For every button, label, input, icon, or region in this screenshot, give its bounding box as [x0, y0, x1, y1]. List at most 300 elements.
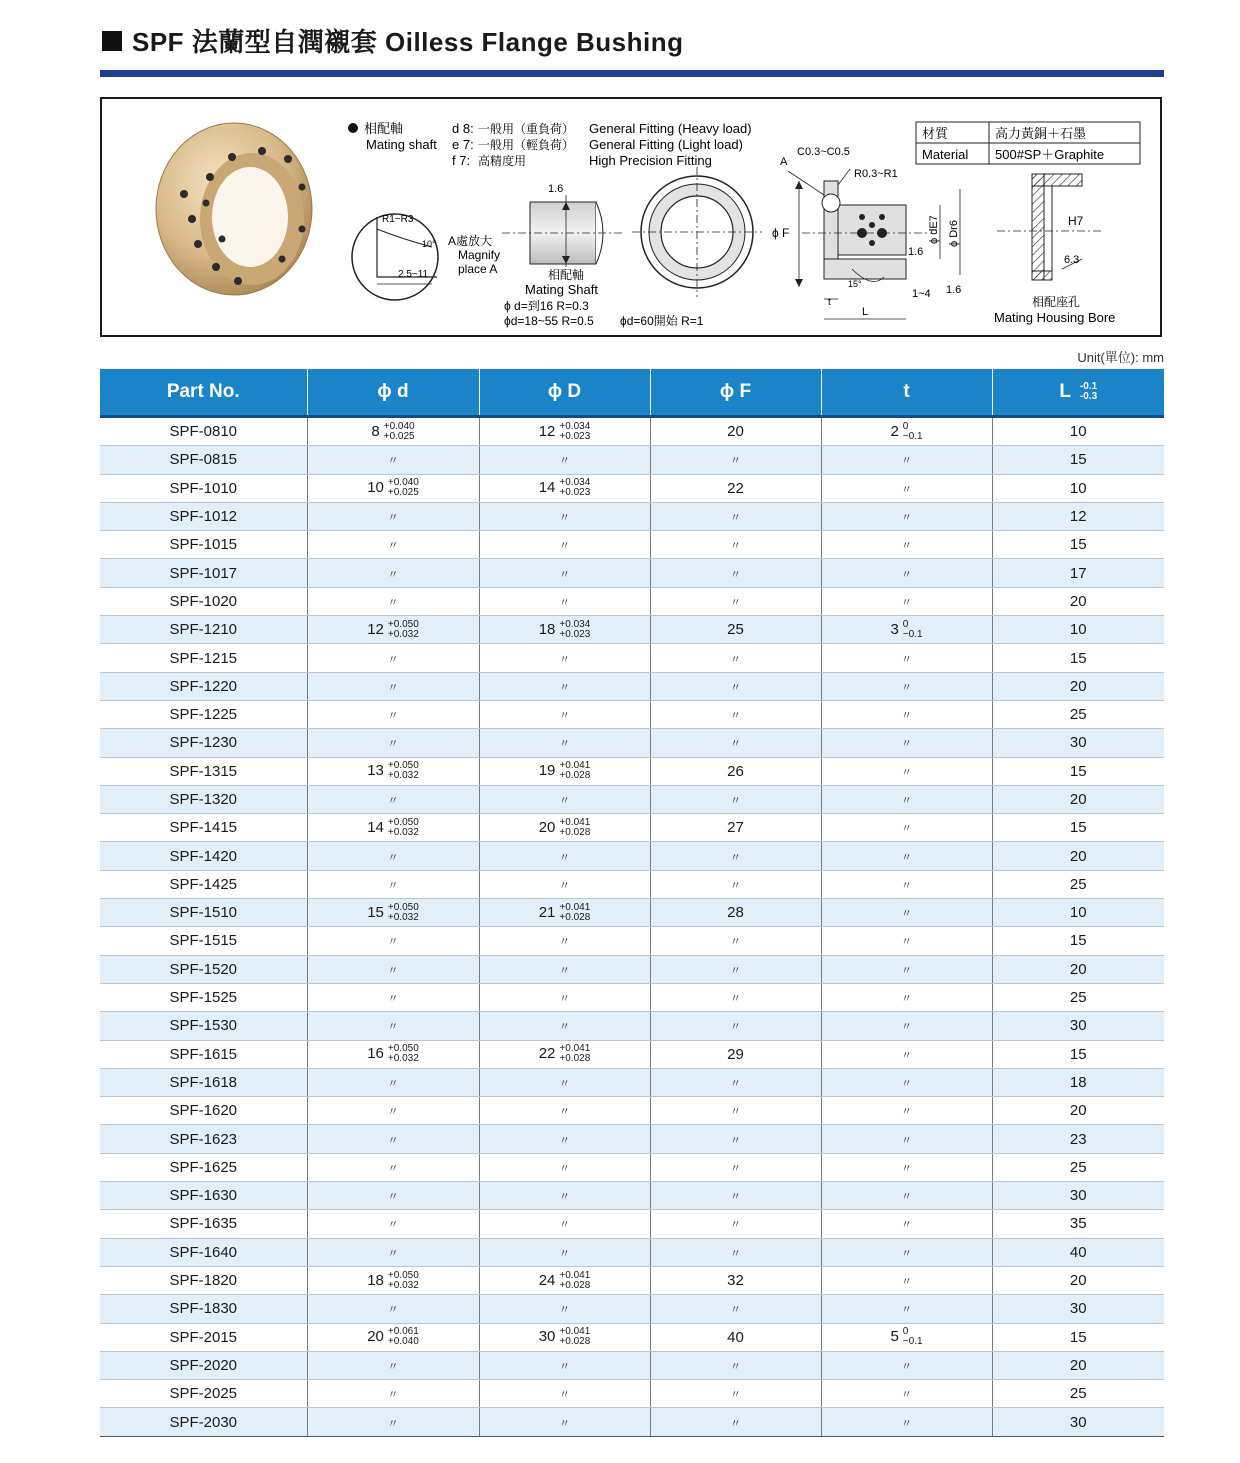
- ditto-mark: 〃: [387, 1417, 399, 1430]
- part-no-cell: SPF-1525: [100, 983, 307, 1011]
- ditto-mark: 〃: [559, 1219, 570, 1232]
- magnify-label-zh: A處放大: [448, 234, 493, 248]
- table-row: [100, 531, 1164, 559]
- ditto-mark: 〃: [730, 1219, 741, 1232]
- ditto-mark: 〃: [559, 653, 570, 666]
- fit-code-1: d 8:: [452, 121, 474, 136]
- ditto-mark: 〃: [901, 483, 912, 496]
- ditto-mark: 〃: [730, 1360, 741, 1373]
- t-cell: [821, 1323, 992, 1351]
- big-d-cell-tol-upper: +0.041: [559, 1269, 591, 1281]
- page-title: [102, 22, 684, 59]
- f-cell: [650, 757, 821, 785]
- d-cell: [307, 587, 479, 615]
- ditto-mark: 〃: [387, 1219, 399, 1232]
- d-cell-tol-lower: +0.032: [387, 770, 419, 782]
- fit-code-2: e 7:: [452, 137, 474, 152]
- big-d-cell: [479, 1153, 650, 1181]
- ditto-mark: 〃: [901, 512, 912, 525]
- header-d: ϕ d: [307, 369, 479, 417]
- t-cell: [821, 417, 992, 446]
- f-cell: [650, 1266, 821, 1294]
- big-d-cell: [479, 1040, 650, 1068]
- dim-angle: 15°: [848, 279, 862, 289]
- ditto-mark: 〃: [559, 1134, 570, 1147]
- d-cell-tolerance: [388, 478, 419, 498]
- t-cell: [821, 1295, 992, 1323]
- d-cell: [307, 729, 479, 757]
- t-cell: [821, 559, 992, 587]
- ditto-mark: 〃: [387, 964, 399, 977]
- big-d-cell-tolerance: [559, 1327, 590, 1347]
- d-cell-value: 14: [367, 818, 384, 836]
- l-cell: 20: [992, 587, 1164, 615]
- ditto-mark: 〃: [901, 1162, 912, 1175]
- d-cell-tol-lower: +0.032: [387, 826, 419, 838]
- table-row: [100, 1323, 1164, 1351]
- big-d-cell: [479, 1182, 650, 1210]
- big-d-cell-tol-upper: +0.041: [559, 1326, 591, 1338]
- shaft-roughness-label: 1.6: [548, 183, 564, 195]
- t-cell-tol-lower: −0.1: [902, 1336, 923, 1348]
- d-cell: [307, 531, 479, 559]
- f-cell: [650, 899, 821, 927]
- part-no-cell: SPF-1820: [100, 1266, 307, 1294]
- d-cell-tol-upper: +0.050: [387, 760, 419, 772]
- f-cell: [650, 927, 821, 955]
- l-cell: 25: [992, 1153, 1164, 1181]
- shaft-note-2: ϕd=18~55 R=0.5: [504, 314, 594, 328]
- big-d-cell-value: 21: [538, 903, 556, 921]
- big-d-cell: [479, 531, 650, 559]
- big-d-cell-tol-upper: +0.034: [559, 420, 591, 432]
- mating-shaft-en: Mating shaft: [366, 137, 437, 152]
- big-d-cell: [479, 814, 650, 842]
- big-d-cell: [479, 1351, 650, 1379]
- header-l-tol-lower: -0.3: [1079, 390, 1098, 402]
- diagram-panel: [100, 97, 1162, 337]
- material-value-zh: 高力黃銅＋石墨: [995, 126, 1087, 141]
- t-cell: [821, 927, 992, 955]
- magnify-detail: [352, 214, 438, 300]
- t-cell: [821, 1210, 992, 1238]
- t-cell-tolerance: [903, 1327, 923, 1347]
- d-cell: [307, 1238, 479, 1266]
- t-cell-value: 2: [890, 422, 899, 440]
- l-cell: 23: [992, 1125, 1164, 1153]
- magnify-angle-label: 10°: [422, 239, 436, 249]
- dim-roughness-b: 1.6: [946, 284, 962, 296]
- d-cell: [307, 1266, 479, 1294]
- big-d-cell: [479, 785, 650, 813]
- dim-1-4: 1~4: [912, 288, 931, 300]
- big-d-cell-value: 19: [538, 762, 556, 780]
- t-cell-value: 3: [890, 620, 899, 638]
- big-d-cell: [479, 1238, 650, 1266]
- table-row: [100, 672, 1164, 700]
- ditto-mark: 〃: [559, 738, 570, 751]
- d-cell-tol-upper: +0.050: [387, 1043, 419, 1055]
- big-d-cell-tolerance: [559, 1271, 590, 1291]
- t-cell-tol-upper: 0: [902, 420, 909, 432]
- ditto-mark: 〃: [901, 936, 912, 949]
- ditto-mark: 〃: [559, 681, 570, 694]
- housing-h7: H7: [1068, 214, 1084, 228]
- dim-f: ϕ F: [772, 226, 790, 240]
- ditto-mark: 〃: [387, 1360, 399, 1373]
- fit-en-3: High Precision Fitting: [589, 153, 712, 168]
- ditto-mark: 〃: [559, 1247, 570, 1260]
- t-cell: [821, 1097, 992, 1125]
- ditto-mark: 〃: [730, 681, 741, 694]
- ditto-mark: 〃: [730, 653, 741, 666]
- dim-roughness-a: 1.6: [908, 246, 924, 258]
- big-d-cell-value: 30: [538, 1328, 556, 1346]
- ditto-mark: 〃: [901, 596, 912, 609]
- ditto-mark: 〃: [387, 710, 399, 723]
- big-d-cell: [479, 616, 650, 644]
- d-cell: [307, 1097, 479, 1125]
- f-cell: [650, 1323, 821, 1351]
- l-cell: 15: [992, 927, 1164, 955]
- ditto-mark: 〃: [901, 681, 912, 694]
- f-cell: [650, 502, 821, 530]
- housing-label-en: Mating Housing Bore: [994, 310, 1116, 325]
- f-cell: [650, 700, 821, 728]
- f-cell: [650, 616, 821, 644]
- ditto-mark: 〃: [730, 738, 741, 751]
- f-cell: [650, 672, 821, 700]
- big-d-cell: [479, 899, 650, 927]
- ditto-mark: 〃: [901, 908, 912, 921]
- table-row: [100, 1380, 1164, 1408]
- f-cell-value: 32: [727, 1272, 744, 1290]
- l-cell: 15: [992, 531, 1164, 559]
- big-d-cell: [479, 955, 650, 983]
- f-cell: [650, 1210, 821, 1238]
- big-d-cell: [479, 417, 650, 446]
- ditto-mark: 〃: [730, 540, 741, 553]
- bushing-photo: [156, 123, 312, 295]
- f-cell: [650, 955, 821, 983]
- table-row: [100, 927, 1164, 955]
- d-cell: [307, 1408, 479, 1436]
- ditto-mark: 〃: [559, 964, 570, 977]
- shaft-label-zh: 相配軸: [548, 268, 585, 282]
- d-cell-tol-lower: +0.032: [387, 1053, 419, 1065]
- big-d-cell: [479, 587, 650, 615]
- d-cell: [307, 559, 479, 587]
- f-cell: [650, 842, 821, 870]
- table-row: [100, 1238, 1164, 1266]
- big-d-cell: [479, 446, 650, 474]
- t-cell: [821, 870, 992, 898]
- t-cell: [821, 955, 992, 983]
- fit-zh-1: 一般用（重負荷）: [478, 122, 575, 136]
- ditto-mark: 〃: [559, 512, 570, 525]
- spec-table: [100, 369, 1164, 1437]
- ditto-mark: 〃: [387, 653, 399, 666]
- t-cell-tol-lower: −0.1: [902, 430, 923, 442]
- ditto-mark: 〃: [901, 879, 912, 892]
- ditto-mark: 〃: [387, 540, 399, 553]
- big-d-cell: [479, 559, 650, 587]
- dim-a: A: [780, 156, 788, 168]
- l-cell: 40: [992, 1238, 1164, 1266]
- l-cell: 25: [992, 870, 1164, 898]
- big-d-cell-value: 22: [538, 1045, 556, 1063]
- ditto-mark: 〃: [559, 1417, 570, 1430]
- table-row: [100, 1351, 1164, 1379]
- big-d-cell: [479, 1125, 650, 1153]
- t-cell: [821, 502, 992, 530]
- table-row: [100, 785, 1164, 813]
- d-cell-value: 10: [367, 479, 384, 497]
- d-cell: [307, 1068, 479, 1096]
- table-row: [100, 474, 1164, 502]
- l-cell: 20: [992, 1097, 1164, 1125]
- d-cell-tol-upper: +0.040: [383, 420, 415, 432]
- magnify-radius-label: R1~R3: [382, 214, 414, 225]
- t-cell-tolerance: [903, 620, 923, 640]
- t-cell: [821, 814, 992, 842]
- t-cell: [821, 1125, 992, 1153]
- f-cell: [650, 785, 821, 813]
- housing-label-zh: 相配座孔: [1032, 295, 1081, 309]
- ditto-mark: 〃: [387, 1191, 399, 1204]
- l-cell: 15: [992, 757, 1164, 785]
- f-cell: [650, 1182, 821, 1210]
- d-cell: [307, 502, 479, 530]
- f-cell-value: 27: [727, 819, 744, 837]
- ditto-mark: 〃: [387, 1077, 399, 1090]
- t-cell: [821, 1351, 992, 1379]
- ditto-mark: 〃: [730, 1162, 741, 1175]
- d-cell-tolerance: [388, 1044, 419, 1064]
- ditto-mark: 〃: [901, 455, 912, 468]
- big-d-cell-tolerance: [559, 422, 590, 442]
- dim-chamfer: C0.3~C0.5: [797, 146, 850, 158]
- l-cell: 20: [992, 1266, 1164, 1294]
- t-cell: [821, 842, 992, 870]
- table-row: [100, 644, 1164, 672]
- ditto-mark: 〃: [559, 936, 570, 949]
- f-cell: [650, 1040, 821, 1068]
- t-cell: [821, 531, 992, 559]
- header-l-tol-upper: -0.1: [1079, 380, 1098, 392]
- d-cell: [307, 955, 479, 983]
- d-cell-tolerance: [388, 903, 419, 923]
- d-cell-value: 20: [367, 1328, 384, 1346]
- f-cell: [650, 1068, 821, 1096]
- part-no-cell: SPF-1515: [100, 927, 307, 955]
- unit-label: Unit(單位): mm: [1077, 350, 1164, 365]
- ditto-mark: 〃: [559, 455, 570, 468]
- part-no-cell: SPF-1415: [100, 814, 307, 842]
- f-cell-value: 22: [727, 479, 744, 497]
- l-cell: 25: [992, 700, 1164, 728]
- part-no-cell: SPF-1315: [100, 757, 307, 785]
- part-no-cell: SPF-1830: [100, 1295, 307, 1323]
- ditto-mark: 〃: [901, 1360, 912, 1373]
- big-d-cell-tolerance: [559, 761, 590, 781]
- table-row: [100, 446, 1164, 474]
- ditto-mark: 〃: [901, 653, 912, 666]
- t-cell: [821, 1068, 992, 1096]
- header-l-text: L: [1059, 381, 1071, 402]
- part-no-cell: SPF-1215: [100, 644, 307, 672]
- d-cell: [307, 1323, 479, 1351]
- ditto-mark: 〃: [387, 1389, 399, 1402]
- f-cell: [650, 587, 821, 615]
- ditto-mark: 〃: [559, 1304, 570, 1317]
- big-d-cell: [479, 842, 650, 870]
- ditto-mark: 〃: [901, 1191, 912, 1204]
- f-cell: [650, 1295, 821, 1323]
- l-cell: 25: [992, 1380, 1164, 1408]
- big-d-cell-tol-lower: +0.028: [559, 826, 591, 838]
- l-cell: 30: [992, 729, 1164, 757]
- l-cell: 10: [992, 417, 1164, 446]
- ditto-mark: 〃: [387, 993, 399, 1006]
- f-cell: [650, 1097, 821, 1125]
- d-cell: [307, 870, 479, 898]
- part-no-cell: SPF-1010: [100, 474, 307, 502]
- part-no-cell: SPF-1225: [100, 700, 307, 728]
- d-cell-tol-upper: +0.061: [387, 1326, 419, 1338]
- d-cell: [307, 814, 479, 842]
- ditto-mark: 〃: [901, 1077, 912, 1090]
- ditto-mark: 〃: [730, 512, 741, 525]
- ditto-mark: 〃: [730, 568, 741, 581]
- table-row: [100, 587, 1164, 615]
- header-f: ϕ F: [650, 369, 821, 417]
- big-d-cell: [479, 1012, 650, 1040]
- part-no-cell: SPF-1640: [100, 1238, 307, 1266]
- f-cell: [650, 1238, 821, 1266]
- big-d-cell-tol-lower: +0.028: [559, 770, 591, 782]
- header-l-tolerance: [1080, 382, 1097, 402]
- table-row: [100, 1266, 1164, 1294]
- big-d-cell-tol-lower: +0.023: [559, 430, 591, 442]
- fit-zh-2: 一般用（輕負荷）: [478, 138, 575, 152]
- l-cell: 17: [992, 559, 1164, 587]
- d-cell: [307, 1040, 479, 1068]
- big-d-cell-tol-upper: +0.034: [559, 477, 591, 489]
- ditto-mark: 〃: [387, 851, 399, 864]
- t-cell: [821, 729, 992, 757]
- f-cell: [650, 446, 821, 474]
- t-cell: [821, 757, 992, 785]
- ditto-mark: 〃: [730, 1191, 741, 1204]
- f-cell: [650, 814, 821, 842]
- ditto-mark: 〃: [901, 1021, 912, 1034]
- big-d-cell-tol-lower: +0.023: [559, 628, 591, 640]
- d-cell: [307, 785, 479, 813]
- table-row: [100, 1295, 1164, 1323]
- d-cell: [307, 983, 479, 1011]
- ditto-mark: 〃: [901, 823, 912, 836]
- f-cell-value: 26: [727, 762, 744, 780]
- big-d-cell-value: 18: [538, 620, 556, 638]
- table-row: [100, 1125, 1164, 1153]
- part-no-cell: SPF-2015: [100, 1323, 307, 1351]
- table-row: [100, 899, 1164, 927]
- magnify-label-en2: place A: [458, 262, 498, 276]
- ditto-mark: 〃: [730, 1106, 741, 1119]
- big-d-cell: [479, 1408, 650, 1436]
- ditto-mark: 〃: [730, 1389, 741, 1402]
- d-cell: [307, 899, 479, 927]
- big-d-cell: [479, 927, 650, 955]
- f-cell: [650, 559, 821, 587]
- d-cell-tol-lower: +0.032: [387, 628, 419, 640]
- ditto-mark: 〃: [387, 1106, 399, 1119]
- part-no-cell: SPF-1635: [100, 1210, 307, 1238]
- ditto-mark: 〃: [559, 1360, 570, 1373]
- ditto-mark: 〃: [559, 540, 570, 553]
- mating-shaft-drawing: [502, 195, 622, 267]
- bullet-icon: [348, 123, 358, 133]
- header-l: [992, 369, 1164, 417]
- d-cell: [307, 417, 479, 446]
- dim-l: L: [862, 306, 869, 318]
- title-rule: [100, 70, 1164, 77]
- part-no-cell: SPF-1320: [100, 785, 307, 813]
- l-cell: 35: [992, 1210, 1164, 1238]
- part-no-cell: SPF-1625: [100, 1153, 307, 1181]
- d-cell: [307, 1380, 479, 1408]
- big-d-cell-tol-lower: +0.028: [559, 1279, 591, 1291]
- ditto-mark: 〃: [559, 1191, 570, 1204]
- mating-shaft-zh: 相配軸: [364, 121, 404, 136]
- t-cell: [821, 1238, 992, 1266]
- ditto-mark: 〃: [559, 568, 570, 581]
- d-cell-tolerance: [388, 761, 419, 781]
- t-cell: [821, 587, 992, 615]
- ditto-mark: 〃: [901, 540, 912, 553]
- t-cell: [821, 899, 992, 927]
- part-no-cell: SPF-1230: [100, 729, 307, 757]
- part-no-cell: SPF-1620: [100, 1097, 307, 1125]
- t-cell: [821, 1408, 992, 1436]
- ditto-mark: 〃: [901, 1106, 912, 1119]
- table-row: [100, 1097, 1164, 1125]
- l-cell: 10: [992, 899, 1164, 927]
- f-cell: [650, 1153, 821, 1181]
- ditto-mark: 〃: [901, 1304, 912, 1317]
- ditto-mark: 〃: [730, 879, 741, 892]
- ditto-mark: 〃: [730, 1247, 741, 1260]
- t-cell: [821, 446, 992, 474]
- f-cell: [650, 1408, 821, 1436]
- part-no-cell: SPF-1520: [100, 955, 307, 983]
- shaft-note-1: ϕ d=到16 R=0.3: [504, 299, 589, 313]
- material-value-en: 500#SP＋Graphite: [995, 147, 1105, 162]
- magnify-label-en1: Magnify: [458, 248, 501, 262]
- ditto-mark: 〃: [901, 851, 912, 864]
- part-no-cell: SPF-2020: [100, 1351, 307, 1379]
- ditto-mark: 〃: [559, 1021, 570, 1034]
- d-cell-tol-upper: +0.050: [387, 816, 419, 828]
- ditto-mark: 〃: [559, 1106, 570, 1119]
- big-d-cell-tolerance: [559, 478, 590, 498]
- table-row: [100, 1182, 1164, 1210]
- f-cell: [650, 474, 821, 502]
- ditto-mark: 〃: [901, 766, 912, 779]
- big-d-cell-tolerance: [559, 620, 590, 640]
- ditto-mark: 〃: [387, 596, 399, 609]
